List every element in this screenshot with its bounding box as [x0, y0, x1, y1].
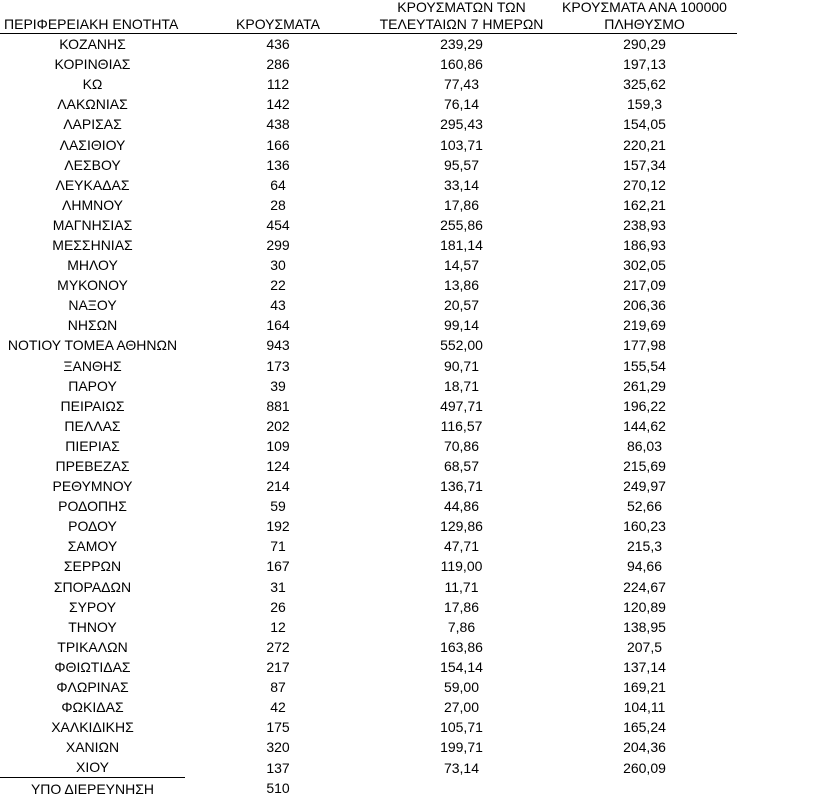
cell-region: ΧΑΛΚΙΔΙΚΗΣ	[51, 719, 134, 736]
cell-last7: 68,57	[443, 458, 480, 475]
cell-region: ΚΟΡΙΝΘΙΑΣ	[54, 56, 131, 73]
cell-region: ΠΑΡΟΥ	[68, 377, 117, 394]
cell-region: ΦΘΙΩΤΙΔΑΣ	[54, 658, 131, 675]
cell-per100k: 160,23	[623, 518, 666, 535]
cell-region: ΡΕΘΥΜΝΟΥ	[52, 478, 133, 495]
cell-region: ΜΕΣΣΗΝΙΑΣ	[52, 236, 133, 253]
cell-region: ΦΛΩΡΙΝΑΣ	[56, 679, 129, 696]
table-row	[0, 134, 737, 154]
table-row	[0, 34, 737, 55]
cell-region: ΝΑΞΟΥ	[68, 297, 117, 314]
cell-per100k: 196,22	[623, 397, 666, 414]
cell-last7: 77,43	[443, 76, 480, 93]
cell-cases: 510	[266, 780, 290, 797]
table-row	[0, 757, 737, 778]
cell-cases: 142	[266, 96, 290, 113]
cell-per100k: 120,89	[623, 598, 666, 615]
cell-cases: 217	[266, 658, 290, 675]
cell-last7: 160,86	[440, 56, 483, 73]
cell-region: ΦΩΚΙΔΑΣ	[61, 699, 124, 716]
table-row	[0, 155, 737, 175]
cell-last7: 103,71	[440, 136, 483, 153]
cell-cases: 202	[266, 417, 290, 434]
cell-per100k: 162,21	[623, 196, 666, 213]
cell-last7: 119,00	[440, 558, 483, 575]
cell-per100k: 260,09	[623, 759, 666, 776]
cell-per100k: 137,14	[623, 658, 666, 675]
cell-region: ΧΑΝΙΩΝ	[65, 739, 120, 756]
cell-last7: 199,71	[440, 739, 483, 756]
table-row	[0, 114, 737, 134]
table-row	[0, 778, 737, 799]
table-row	[0, 255, 737, 275]
cell-region: ΝΟΤΙΟΥ ΤΟΜΕΑ ΑΘΗΝΩΝ	[7, 337, 178, 354]
cell-region: ΜΑΓΝΗΣΙΑΣ	[52, 216, 133, 233]
cell-cases: 30	[270, 257, 286, 274]
cell-region: ΠΡΕΒΕΖΑΣ	[55, 458, 130, 475]
cell-per100k: 261,29	[623, 377, 666, 394]
cell-cases: 136	[266, 156, 290, 173]
table-row	[0, 496, 737, 516]
cell-cases: 64	[270, 176, 286, 193]
table-row	[0, 335, 737, 355]
cell-per100k: 155,54	[623, 357, 666, 374]
cell-per100k: 238,93	[623, 216, 666, 233]
cell-last7: 90,71	[443, 357, 480, 374]
cell-region: ΤΗΝΟΥ	[68, 618, 117, 635]
cell-per100k: 138,95	[623, 618, 666, 635]
cell-per100k: 215,69	[623, 458, 666, 475]
table-row	[0, 737, 737, 757]
cell-per100k	[552, 778, 737, 799]
cell-region: ΡΟΔΟΥ	[68, 518, 117, 535]
cell-last7: 116,57	[440, 417, 483, 434]
cell-region: ΤΡΙΚΑΛΩΝ	[57, 638, 128, 655]
cell-per100k: 302,05	[623, 257, 666, 274]
cell-cases: 286	[266, 56, 290, 73]
cell-cases: 881	[266, 397, 290, 414]
cell-cases: 214	[266, 478, 290, 495]
cell-last7: 44,86	[443, 498, 480, 515]
cell-per100k: 52,66	[626, 498, 663, 515]
cell-per100k: 86,03	[626, 437, 663, 454]
cell-last7: 11,71	[444, 578, 479, 595]
table-row	[0, 275, 737, 295]
cell-per100k: 224,67	[623, 578, 666, 595]
cell-cases: 109	[266, 437, 290, 454]
cell-last7: 255,86	[440, 216, 483, 233]
cell-last7: 18,71	[443, 377, 480, 394]
cell-region: ΚΟΖΑΝΗΣ	[59, 36, 126, 53]
cell-last7: 154,14	[440, 658, 483, 675]
cell-region: ΣΠΟΡΑΔΩΝ	[53, 578, 132, 595]
cell-region: ΛΕΥΚΑΔΑΣ	[55, 176, 130, 193]
cell-per100k: 169,21	[623, 679, 666, 696]
cell-per100k: 270,12	[623, 176, 666, 193]
cell-per100k: 94,66	[626, 558, 663, 575]
cell-last7: 33,14	[443, 176, 480, 193]
cell-region: ΛΗΜΝΟΥ	[61, 196, 123, 213]
cell-cases: 31	[270, 578, 286, 595]
table-row	[0, 295, 737, 315]
cell-per100k: 206,36	[623, 297, 666, 314]
cell-per100k: 197,13	[623, 56, 666, 73]
header-region: ΠΕΡΙΦΕΡΕΙΑΚΗ ΕΝΟΤΗΤΑ	[0, 0, 185, 34]
cell-cases: 299	[266, 236, 290, 253]
cell-region: ΥΠΟ ΔΙΕΡΕΥΝΗΣΗ	[0, 778, 185, 799]
cell-cases: 438	[266, 116, 290, 133]
cell-cases: 26	[270, 598, 286, 615]
cell-last7: 552,00	[440, 337, 483, 354]
cell-region: ΛΑΣΙΘΙΟΥ	[59, 136, 126, 153]
cell-cases: 167	[266, 558, 290, 575]
table-row	[0, 416, 737, 436]
table-row	[0, 315, 737, 335]
header-last7-line2: ΤΕΛΕΥΤΑΙΩΝ 7 ΗΜΕΡΩΝ	[379, 16, 544, 32]
table-row	[0, 195, 737, 215]
cell-last7: 47,71	[443, 538, 480, 555]
cell-cases: 87	[270, 679, 286, 696]
table-row	[0, 456, 737, 476]
cell-cases: 124	[266, 458, 290, 475]
table-header	[0, 0, 737, 34]
cell-last7: 239,29	[440, 36, 483, 53]
cell-last7: 7,86	[447, 618, 476, 635]
cell-per100k: 325,62	[623, 76, 666, 93]
cell-cases: 320	[266, 739, 290, 756]
cell-cases: 272	[266, 638, 290, 655]
cell-last7: 95,57	[443, 156, 480, 173]
cell-cases: 192	[266, 518, 290, 535]
cell-region: ΜΗΛΟΥ	[67, 257, 118, 274]
cell-cases: 175	[266, 719, 290, 736]
cell-cases: 43	[270, 297, 286, 314]
cell-region: ΠΕΛΛΑΣ	[64, 417, 121, 434]
table-row	[0, 356, 737, 376]
cell-cases: 173	[266, 357, 290, 374]
table-row	[0, 215, 737, 235]
table-row	[0, 94, 737, 114]
cell-last7: 181,14	[440, 236, 483, 253]
cell-region: ΛΑΡΙΣΑΣ	[63, 116, 122, 133]
table-row	[0, 556, 737, 576]
cell-cases: 164	[266, 317, 290, 334]
header-per100k	[552, 0, 737, 34]
table-row	[0, 376, 737, 396]
cell-last7: 70,86	[443, 437, 480, 454]
cell-last7: 99,14	[443, 317, 480, 334]
cell-region: ΛΕΣΒΟΥ	[64, 156, 121, 173]
cell-per100k: 220,21	[623, 136, 666, 153]
table-row	[0, 597, 737, 617]
cell-per100k: 154,05	[623, 116, 666, 133]
cell-last7: 497,71	[440, 397, 483, 414]
header-per100k-line2: ΠΛΗΘΥΣΜΟ	[604, 16, 685, 32]
cell-region: ΞΑΝΘΗΣ	[63, 357, 122, 374]
cell-per100k: 165,24	[623, 719, 666, 736]
cell-region: ΣΑΜΟΥ	[67, 538, 118, 555]
cell-per100k: 217,09	[623, 277, 666, 294]
table-row	[0, 637, 737, 657]
table-row	[0, 436, 737, 456]
cell-last7: 17,86	[443, 598, 480, 615]
table-row	[0, 697, 737, 717]
cell-per100k: 207,5	[626, 638, 663, 655]
cell-per100k: 177,98	[623, 337, 666, 354]
header-row	[0, 0, 737, 34]
cell-cases: 112	[266, 76, 290, 93]
cell-per100k: 290,29	[623, 36, 666, 53]
cell-region: ΠΙΕΡΙΑΣ	[65, 437, 120, 454]
table-row	[0, 235, 737, 255]
cell-cases: 436	[266, 36, 290, 53]
table-row	[0, 396, 737, 416]
table-row	[0, 476, 737, 496]
cell-last7: 13,86	[443, 277, 480, 294]
cell-last7: 163,86	[440, 638, 483, 655]
cell-last7: 59,00	[443, 679, 480, 696]
cell-per100k: 215,3	[626, 538, 663, 555]
cell-per100k: 157,34	[623, 156, 666, 173]
cell-region: ΧΙΟΥ	[75, 759, 109, 776]
table-row	[0, 717, 737, 737]
cell-cases: 137	[266, 759, 290, 776]
cell-cases: 59	[270, 498, 286, 515]
table-row	[0, 577, 737, 597]
cell-last7: 17,86	[443, 196, 480, 213]
cell-region: ΝΗΣΩΝ	[67, 317, 118, 334]
cell-cases: 12	[270, 618, 286, 635]
cell-last7: 27,00	[443, 699, 480, 716]
cell-last7: 14,57	[443, 257, 480, 274]
cell-region: ΠΕΙΡΑΙΩΣ	[60, 397, 125, 414]
table-row	[0, 536, 737, 556]
cell-region: ΡΟΔΟΠΗΣ	[58, 498, 127, 515]
cell-last7: 73,14	[443, 759, 480, 776]
cell-cases: 39	[270, 377, 286, 394]
cell-last7: 295,43	[440, 116, 483, 133]
cell-last7: 105,71	[440, 719, 483, 736]
cell-cases: 166	[266, 136, 290, 153]
cell-last7: 76,14	[443, 96, 480, 113]
table-row	[0, 677, 737, 697]
header-per100k-line1: ΚΡΟΥΣΜΑΤΑ ΑΝΑ 100000	[562, 0, 727, 15]
cell-per100k: 249,97	[623, 478, 666, 495]
cell-region: ΣΕΡΡΩΝ	[63, 558, 122, 575]
cell-per100k: 144,62	[623, 417, 666, 434]
cell-per100k: 104,11	[623, 699, 666, 716]
cell-last7: 136,71	[440, 478, 483, 495]
cell-cases: 454	[266, 216, 290, 233]
cell-region: ΛΑΚΩΝΙΑΣ	[57, 96, 128, 113]
header-last7-line1: ΚΡΟΥΣΜΑΤΩΝ ΤΩΝ	[397, 0, 526, 15]
cell-per100k: 186,93	[623, 236, 666, 253]
cell-cases: 42	[270, 699, 286, 716]
cell-cases: 71	[270, 538, 286, 555]
cell-last7: 20,57	[443, 297, 480, 314]
header-cases: ΚΡΟΥΣΜΑΤΑ	[185, 0, 371, 34]
table-row	[0, 74, 737, 94]
cell-per100k: 159,3	[626, 96, 663, 113]
cell-region: ΣΥΡΟΥ	[68, 598, 117, 615]
cell-last7	[371, 778, 552, 799]
table-row	[0, 516, 737, 536]
table-row	[0, 657, 737, 677]
table-row	[0, 54, 737, 74]
cell-per100k: 219,69	[623, 317, 666, 334]
header-last7	[371, 0, 552, 34]
cell-cases: 943	[266, 337, 290, 354]
table-row	[0, 617, 737, 637]
cell-region: ΜΥΚΟΝΟΥ	[57, 277, 128, 294]
table-body	[0, 34, 737, 799]
cell-cases: 28	[270, 196, 286, 213]
cell-cases: 22	[270, 277, 286, 294]
cell-region: ΚΩ	[82, 76, 103, 93]
cell-last7: 129,86	[440, 518, 483, 535]
table-row	[0, 175, 737, 195]
cell-per100k: 204,36	[623, 739, 666, 756]
